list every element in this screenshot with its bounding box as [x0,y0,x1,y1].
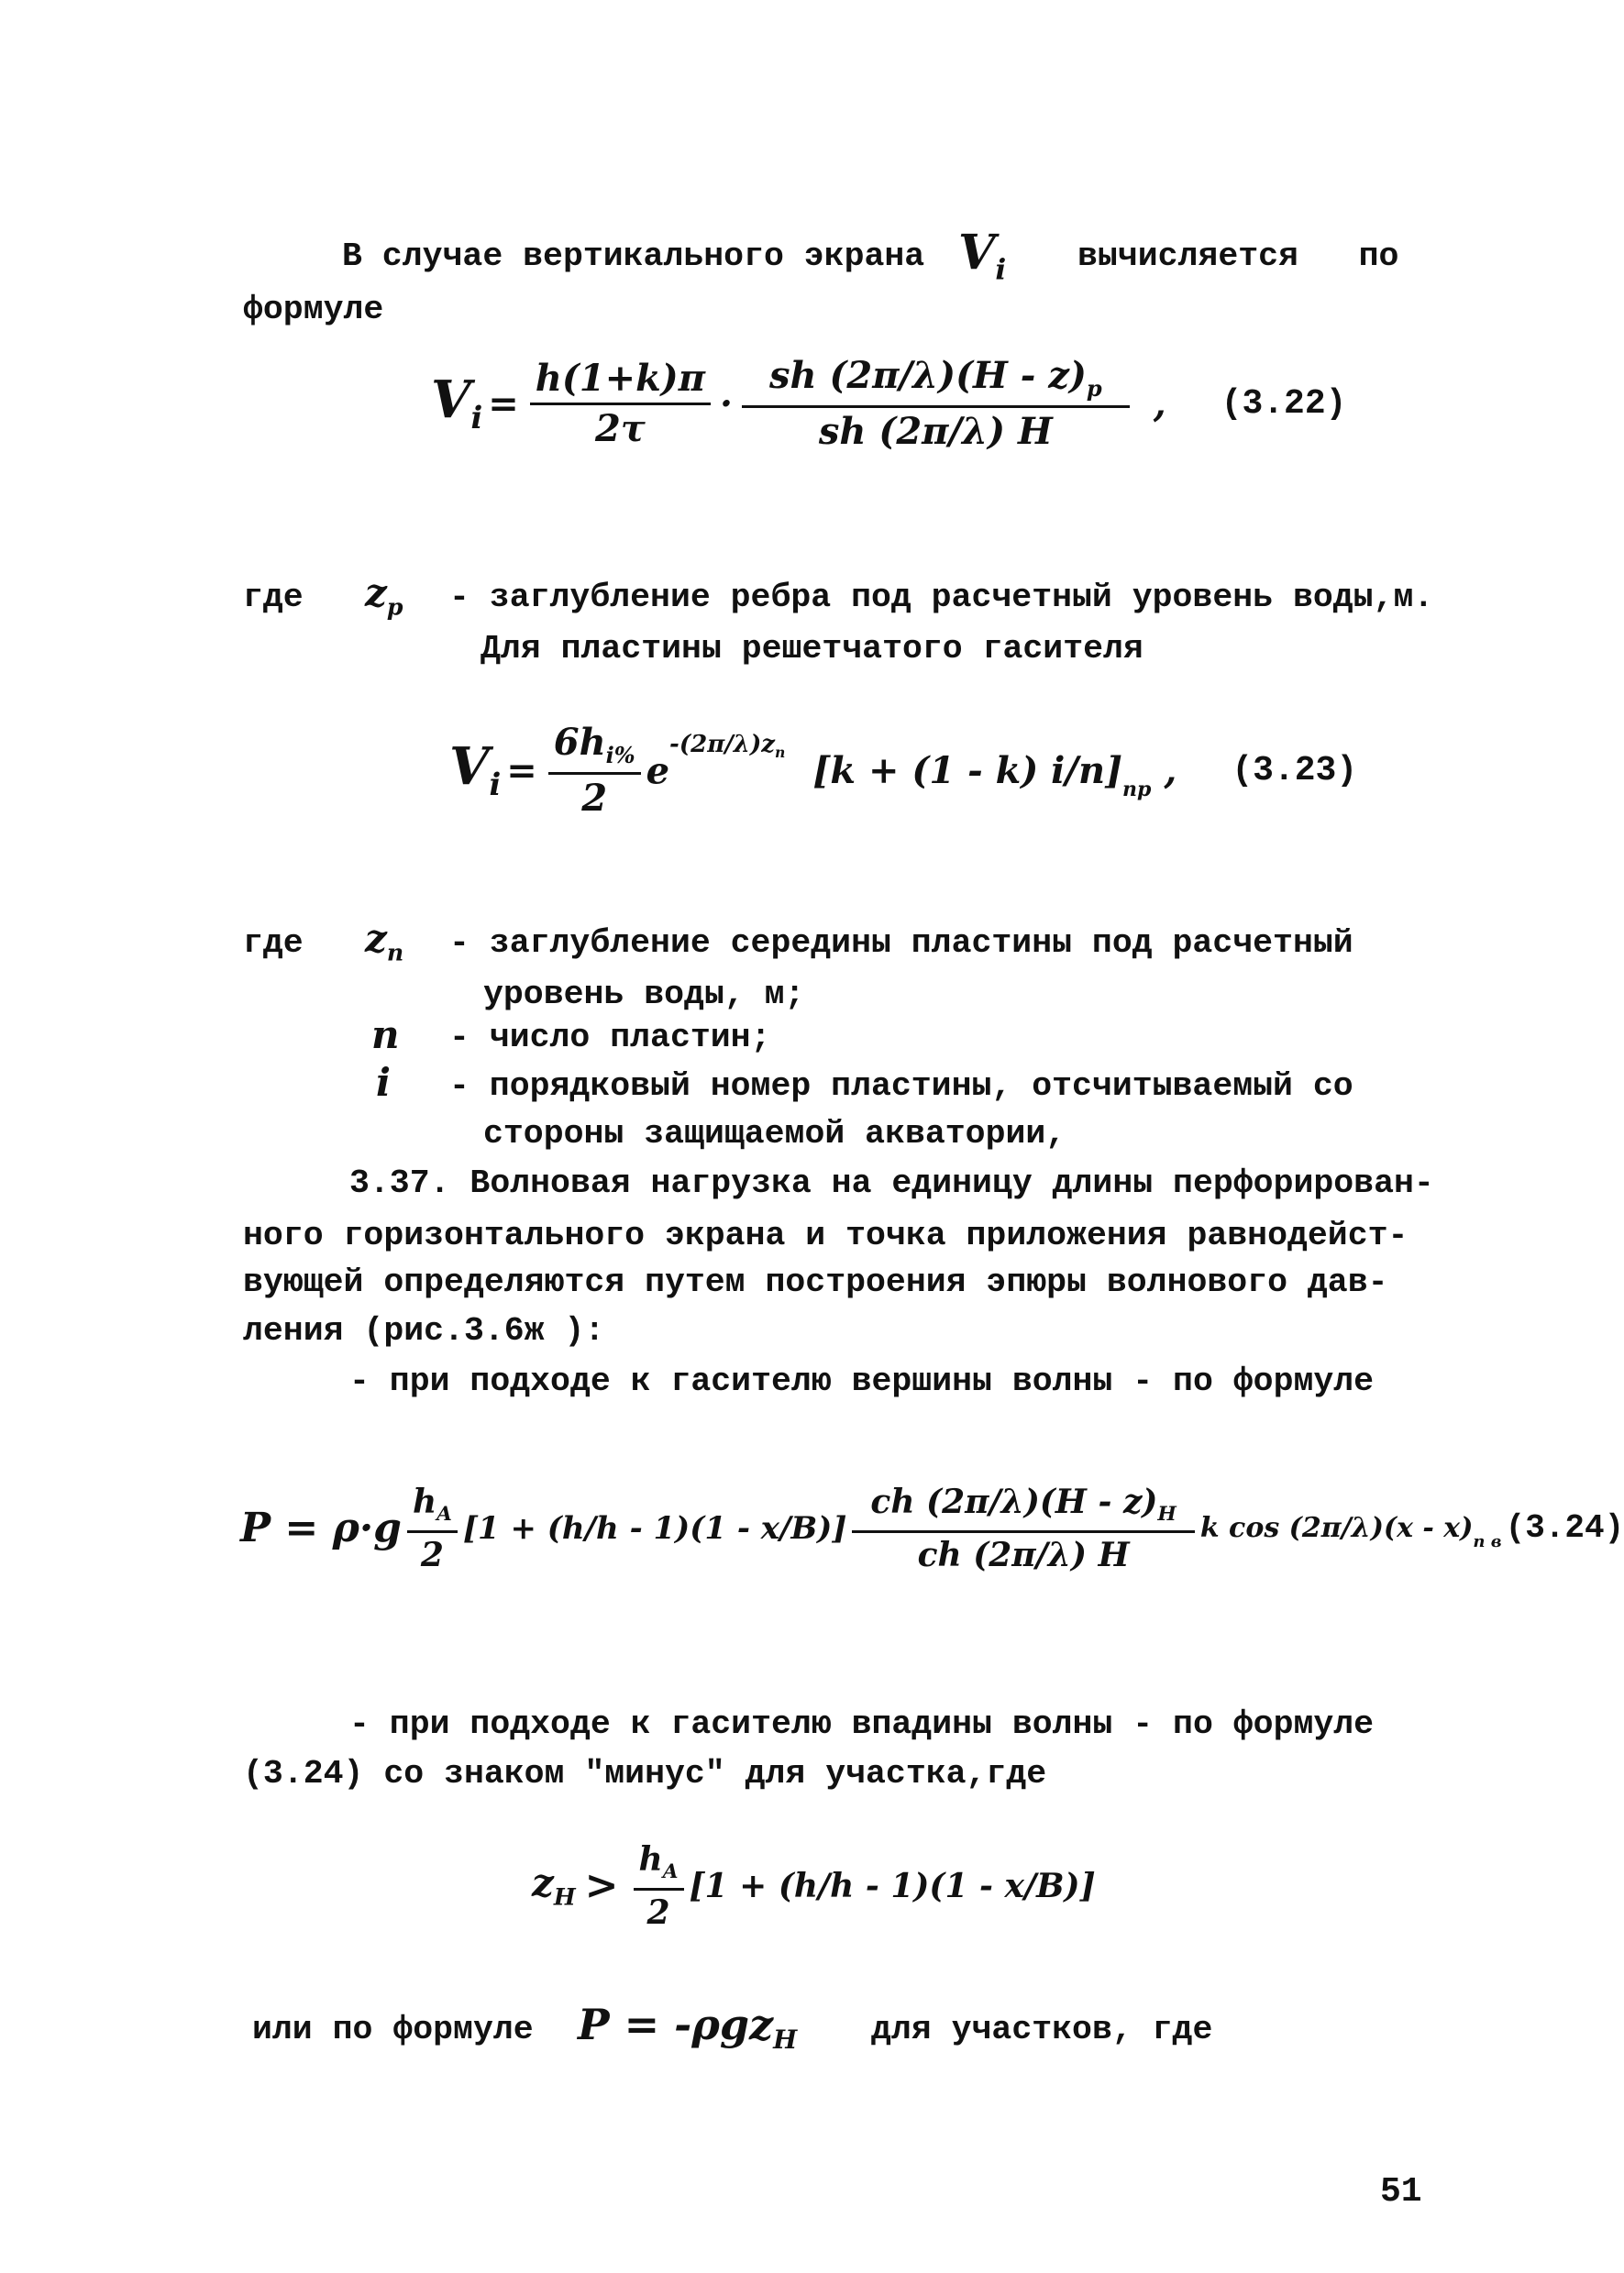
equation-3-24: P = ρ·g $\frac{h_A}{2}$ [1 + (h/h - 1)(1 - x/B)] $\frac{ch (2\pi/\lambda)(H - z)_H}{ch (2\pi/\lambda) H}$ k cos (2π/λ)(x - x) $_{п в}$ (3.24) [240,1483,1624,1574]
text-line: вычисляется по [1077,237,1399,275]
text-line: ления (рис.3.6ж ): [243,1312,605,1350]
text-line: для участков, где [871,2011,1213,2048]
text-line: уровень воды, м; [483,976,805,1013]
variable-n: n [371,1012,400,1057]
text-line: ного горизонтального экрана и точка приложения равнодейст- [243,1217,1409,1254]
text-line: - при подходе к гасителю впадины волны - по формуле [349,1705,1375,1743]
equation-z-h-condition: $z_H$ > $\frac{h_A}{2}$ [1 + (h/h - 1)(1 - x/B)] [532,1840,1096,1932]
text-line: - порядковый номер пластины, отсчитываемый со [449,1067,1353,1105]
text-line: - при подходе к гасителю вершины волны - по формуле [349,1363,1375,1400]
text-line: - заглубление ребра под расчетный уровень воды,м. [449,579,1434,616]
text-line: - заглубление середины пластины под расчетный [449,924,1353,962]
variable-z-p: $z_p$ [365,570,403,621]
text-line: формуле [243,291,384,328]
text-line: Для пластины решетчатого гасителя [481,630,1143,668]
text-line: - число пластин; [449,1019,771,1056]
text-line: где [243,924,304,962]
equation-3-23: $V_i$ = $\frac{6h_{i\%}}{2}$ $e^{-(2\pi/\lambda)z_n}$ [k + (1 - k) i/n] $_{пр}$ , (3.23) [449,721,1358,820]
variable-z-n: $z_n$ [365,916,404,966]
text-line: В случае вертикального экрана [342,237,925,275]
text-line: вующей определяются путем построения эпюры волнового дав- [243,1263,1388,1301]
text-line: или по формуле [252,2011,534,2048]
section-3-37-heading-line: 3.37. Волновая нагрузка на единицу длины перфорирован- [349,1164,1434,1202]
equation-3-22: $V_i$ = $\frac{h(1+k)\pi}{2\tau}$ · $\frac{sh (2\pi/\lambda)(H - z)_p}{sh (2\pi/\lambda) H}$ , (3.22) [431,354,1347,453]
text-line: (3.24) со знаком "минус" для участка,где [243,1755,1047,1793]
page-number: 51 [1380,2172,1422,2212]
variable-v-i: $V_i$ [958,225,1007,287]
formula-p-minus-rho-g-z: P = -ρgz$_H$ [578,2000,798,2056]
variable-i: i [376,1060,391,1105]
text-line: стороны защищаемой акватории, [483,1115,1066,1153]
text-line: где [243,579,304,616]
